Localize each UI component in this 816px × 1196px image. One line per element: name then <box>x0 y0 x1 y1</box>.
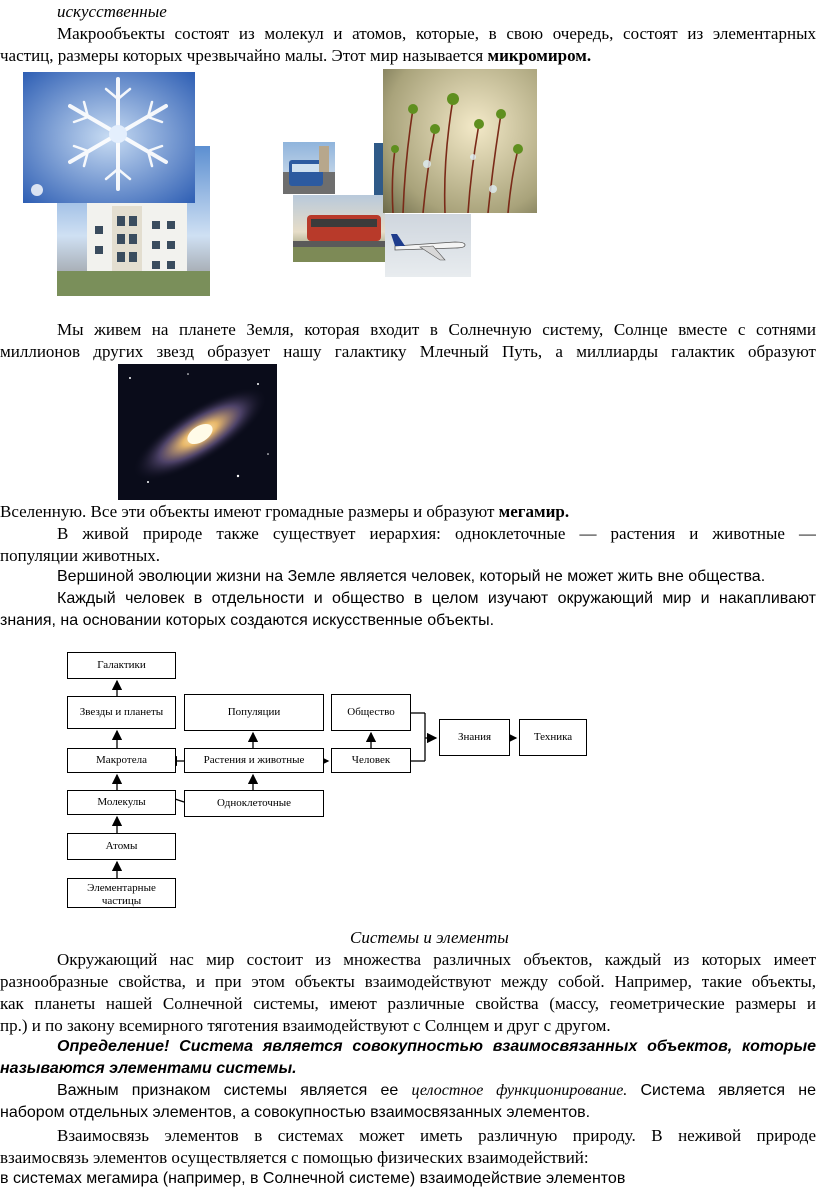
box-technology: Техника <box>519 719 587 756</box>
paragraph-knowledge-line2: знания, на основании которых создаются искусственные объекты. <box>0 612 495 629</box>
box-unicellular: Одноклеточные <box>184 790 324 817</box>
paragraph-knowledge-line1: Каждый человек в отдельности и общество в целом изучают окружающий мир и накапливают <box>57 590 816 607</box>
paragraph-links-line2: взаимосвязь элементов осуществляется с помощью физических взаимодействий: <box>0 1148 589 1167</box>
paragraph-macro-line1: Макрообъекты состоят из молекул и атомов, которые, в свою очередь, состоят из элементарных <box>57 24 816 43</box>
paragraph-mega-line3: Вселенную. Все эти объекты имеют громадные размеры и образуют мегамир. <box>0 502 570 521</box>
box-galaxies: Галактики <box>67 652 176 679</box>
paragraph-links-line1: Взаимосвязь элементов в системах может иметь различную природу. В неживой природе <box>57 1126 816 1145</box>
term-megamir: мегамир. <box>498 502 570 521</box>
paragraph-mega-line1: Мы живем на планете Земля, которая входит в Солнечную систему, Солнце вместе с сотнями <box>57 320 816 339</box>
paragraph-human: Вершиной эволюции жизни на Земле является человек, который не может жить вне общества. <box>57 568 766 585</box>
paragraph-macro-line2: частиц, размеры которых чрезвычайно малы. Этот мир называется микромиром. <box>0 46 592 65</box>
box-populations: Популяции <box>184 694 324 731</box>
paragraph-hierarchy-line1: В живой природе также существует иерархия: одноклеточные — растения и животные — <box>57 524 816 543</box>
paragraph-world-line4: пр.) и по закону всемирного тяготения взаимодействуют с Солнцем и друг с другом. <box>0 1016 611 1035</box>
paragraph-mega-line2: миллионов других звезд образует нашу галактику Млечный Путь, а миллиарды галактик образуют <box>0 342 816 361</box>
paragraph-links-line3: в системах мегамира (например, в Солнечной системе) взаимодействие элементов <box>0 1170 626 1187</box>
box-human: Человек <box>331 748 411 773</box>
paragraph-world-line2: разнообразные свойства, и при этом объекты взаимодействуют между собой. Например, такие объекты, <box>0 972 816 991</box>
box-molecules: Молекулы <box>67 790 176 815</box>
definition-line2: называются элементами системы. <box>0 1060 297 1077</box>
paragraph-hierarchy-line2: популяции животных. <box>0 546 161 565</box>
box-stars-planets: Звезды и планеты <box>67 696 176 729</box>
definition-line1: Определение! Система является совокупностью взаимосвязанных объектов, которые <box>57 1038 816 1055</box>
paragraph-integrity-line2: набором отдельных элементов, а совокупностью взаимосвязанных элементов. <box>0 1104 591 1121</box>
box-atoms: Атомы <box>67 833 176 860</box>
paragraph-world-line3: как планеты нашей Солнечной системы, имеют различные свойства (массу, геометрические размеры и <box>0 994 816 1013</box>
term-micromir: микромиром. <box>487 46 592 65</box>
box-elementary-particles: Элементарные частицы <box>67 878 176 908</box>
box-society: Общество <box>331 694 411 731</box>
box-plants-animals: Растения и животные <box>184 748 324 773</box>
text-continuation: искусственные <box>57 2 167 21</box>
box-macrobodies: Макротела <box>67 748 176 773</box>
paragraph-world-line1: Окружающий нас мир состоит из множества различных объектов, каждый из которых имеет <box>57 950 816 969</box>
term-integrity: целостное функционирование. <box>411 1082 628 1099</box>
paragraph-integrity-line1: Важным признаком системы является ее целостное функционирование. Система является не <box>57 1082 816 1099</box>
box-knowledge: Знания <box>439 719 510 756</box>
section-heading: Системы и элементы <box>350 928 509 947</box>
